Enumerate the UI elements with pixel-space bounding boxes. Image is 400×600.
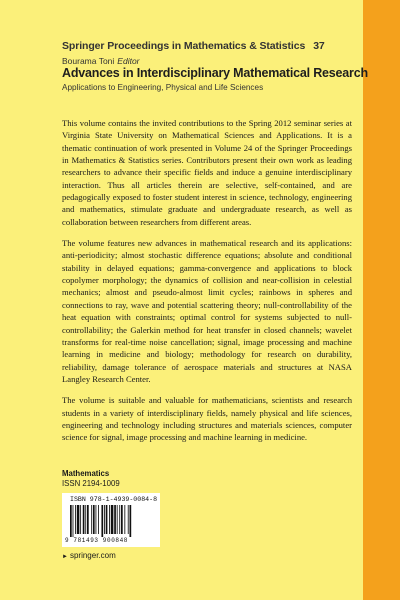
barcode-bar — [117, 505, 118, 534]
blurb-paragraph: This volume contains the invited contributions to the Spring 2012 seminar series at Virginia State University on Mathematical Sciences and Applications. It is a thematic continuation of work presented in Volume 24 of the Springer Proceedings in Mathematics & Statistics series. Contributors present their own work as leading researchers to advance their specific fields and induce a genuine interdisciplinary interaction. Thus all articles therein are selective, self-contained, and are pedagogically exposed to foster student interest in science, technology, engineering and mathematics, stimulate graduate and undergraduate research, as well as collaboration between researchers from different areas. — [62, 118, 352, 227]
barcode-bar — [101, 505, 103, 537]
barcode-bar — [87, 505, 89, 534]
isbn: ISBN 978-1-4939-0084-8 — [70, 496, 158, 503]
book-subtitle: Applications to Engineering, Physical and Life Sciences — [62, 83, 264, 92]
barcode-bar — [91, 505, 92, 534]
blurb — [62, 117, 352, 453]
series-name: Springer Proceedings in Mathematics & Statistics — [62, 40, 306, 52]
barcode-bar — [80, 505, 81, 534]
book-title: Advances in Interdisciplinary Mathematical Research — [62, 66, 368, 80]
barcode-bars — [70, 505, 152, 537]
barcode-bar — [73, 505, 74, 537]
barcode-bar — [93, 505, 95, 534]
barcode-bar — [85, 505, 86, 534]
website-link[interactable] — [62, 551, 116, 560]
blurb-paragraph: The volume is suitable and valuable for mathematicians, scientists and research students in a variety of interdisciplinary fields, namely physical and life sciences, engineering and technology including structures and materials sciences, computer science for signal, image processing and machine learning in medicine. — [62, 395, 352, 443]
barcode-bar — [98, 505, 99, 534]
editor-role: Editor — [117, 56, 140, 66]
barcode-digits: 9 781493 900848 — [65, 537, 129, 544]
barcode-bar — [104, 505, 105, 534]
barcode-bar — [109, 505, 110, 534]
barcode-bar — [96, 505, 97, 534]
barcode-bar — [111, 505, 114, 534]
series-line — [62, 40, 325, 52]
barcode-bar — [128, 505, 129, 534]
triangle-arrow-icon: ► — [62, 554, 68, 560]
editor-line — [62, 56, 140, 66]
barcode-bar — [121, 505, 123, 534]
barcode-bar — [75, 505, 76, 534]
barcode-bar — [77, 505, 80, 534]
orange-edge-band — [363, 0, 400, 600]
barcode-bar — [114, 505, 116, 534]
barcode-bar — [124, 505, 125, 534]
barcode-bar — [119, 505, 120, 534]
barcode-bar — [70, 505, 72, 537]
barcode — [62, 493, 160, 547]
blurb-paragraph: The volume features new advances in mathematical research and its applications: anti-periodicity; almost stochastic difference equations; absolute and conditional stability in delayed equations; gamma-convergence and applications to block copolymer morphology; the dynamics of collision and near-collision in celestial mechanics; almost and pseudo-almost limit cycles; rainbows in spheres and connections to ray, wave and potential scattering theory; null-controllability of the heat equation with constraints; optimal control for systems subjected to null-controllability; the Galerkin method for heat transfer in closed channels; wavelet transforms for real-time noise cancellation; signal, image processing and machine learning in medicine and biology; methodology for research on durability, reliability, damage tolerance of aerospace materials and structures at NASA Langley Research Center. — [62, 238, 352, 384]
series-volume: 37 — [313, 40, 325, 52]
website-url[interactable]: springer.com — [69, 551, 116, 560]
subject-label: Mathematics — [62, 469, 110, 478]
issn: ISSN 2194-1009 — [62, 479, 120, 488]
barcode-bar — [130, 505, 132, 537]
editor-name: Bourama Toni — [62, 56, 115, 66]
barcode-bar — [106, 505, 108, 534]
barcode-bar — [83, 505, 85, 534]
